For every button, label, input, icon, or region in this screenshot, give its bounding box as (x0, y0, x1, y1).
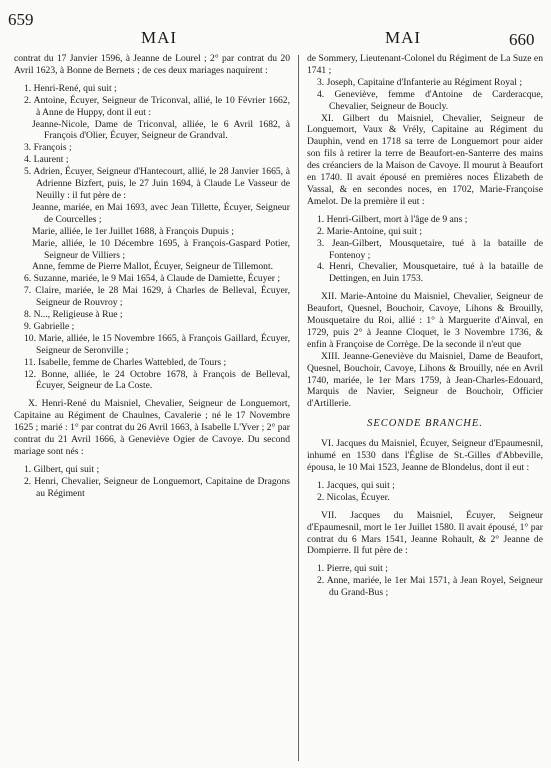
list-item: 12. Bonne, alliée, le 24 Octobre 1678, à François de Belleval, Écuyer, Seigneur de La Coste. (24, 368, 290, 392)
list-item: 1. Henri-Gilbert, mort à l'âge de 9 ans ; (317, 213, 468, 225)
list-item: 2. Antoine, Écuyer, Seigneur de Triconval, allié, le 10 Février 1662, à Anne de Huppy, dont il eut : (24, 94, 290, 118)
sub-list-item: Jeanne-Nicole, Dame de Triconval, alliée, le 6 Avril 1682, à François d'Olier, Écuyer, Seigneur de Grandval. (32, 118, 290, 142)
generation-paragraph: XII. Marie-Antoine du Maisniel, Chevalier, Seigneur de Beaufort, Quesnel, Bouchoir, Cavoye, Lihons & Brouilly, Mousquetaire du Roi, allié : 1° à Marguerite d'Ainval, en 1729, puis 2° à Jeanne Cloquet, le 3 Novembre 1736, & enfin à Françoise de Corrège. De la seconde il n'eut que (307, 291, 543, 350)
continued-paragraph: de Sommery, Lieutenant-Colonel du Régiment de La Suze en 1741 ; (307, 53, 543, 76)
list-item: 3. Jean-Gilbert, Mousquetaire, tué à la bataille de Fontenoy ; (317, 237, 543, 261)
page-header (0, 0, 551, 52)
list-item: 2. Anne, mariée, le 1er Mai 1571, à Jean Royel, Seigneur du Grand-Bus ; (317, 575, 543, 599)
list-item: 1. Pierre, qui suit ; (317, 563, 388, 575)
sub-list-item: Marie, alliée, le 1er Juillet 1688, à François Dupuis ; (32, 225, 234, 237)
column-divider (298, 55, 299, 761)
list-item: 3. François ; (24, 142, 72, 154)
list-item: 8. N..., Religieuse à Rue ; (24, 309, 123, 321)
continued-paragraph: contrat du 17 Janvier 1596, à Jeanne de Lourel ; 2° par contrat du 20 Avril 1623, à Bonne de Bernets ; de ces deux mariages naquirent : (14, 53, 290, 76)
left-page-number: 659 (8, 10, 34, 29)
list-item: 2. Nicolas, Écuyer. (317, 491, 390, 503)
paragraph-gap (307, 410, 543, 416)
generation-paragraph: VII. Jacques du Maisniel, Écuyer, Seigneur d'Epaumesnil, mort le 1er Juillet 1580. Il avait épousé, 1° par contrat du 6 Mars 1541, Jeanne Rohault, & 2° Jeanne de Dompierre. Il fut père de : (307, 509, 543, 557)
generation-paragraph: XIII. Jeanne-Geneviève du Maisniel, Dame de Beaufort, Quesnel, Bouchoir, Cavoye, Lihons & Brouilly, née en Avril 1740, mariée, le 1er Mars 1759, à Jean-Charles-Edouard, Marquis de Navier, Seigneur de Bouchoir, Officier d'Artillerie. (307, 350, 543, 410)
list-item: 6. Suzanne, mariée, le 9 Mai 1654, à Claude de Damiette, Écuyer ; (24, 273, 281, 285)
right-page-number: 660 (509, 30, 535, 49)
list-item: 7. Claire, mariée, le 28 Mai 1629, à Charles de Belleval, Écuyer, Seigneur de Rouvroy ; (24, 285, 290, 309)
list-item: 1. Jacques, qui suit ; (317, 479, 395, 491)
list-item: 2. Marie-Antoine, qui suit ; (317, 225, 422, 237)
right-column (307, 53, 543, 765)
list-item: 4. Laurent ; (24, 154, 69, 166)
generation-paragraph: VI. Jacques du Maisniel, Écuyer, Seigneur d'Epaumesnil, inhumé en 1530 dans l'Église de St.-Gilles d'Abbeville, épousa, le 10 Mai 1523, Jeanne de Blondelus, dont il eut : (307, 438, 543, 473)
list-item: 9. Gabrielle ; (24, 320, 75, 332)
generation-paragraph: X. Henri-René du Maisniel, Chevalier, Seigneur de Longuemort, Capitaine au Régiment de Chaulnes, Cavalerie ; né le 17 Novembre 1625 ; marié : 1° par contrat du 26 Avril 1663, à Isabelle L'Yver ; 2° par contrat du 21 Avril 1666, à Geneviève Ogier de Cavoye. Du second mariage sont nés : (14, 398, 290, 457)
section-heading: SECONDE BRANCHE. (367, 418, 483, 430)
list-item: 10. Marie, alliée, le 15 Novembre 1665, à François Gaillard, Écuyer, Seigneur de Seronville ; (24, 332, 290, 356)
list-item: 2. Henri, Chevalier, Seigneur de Longuemort, Capitaine de Dragons au Régiment (24, 475, 290, 499)
list-item: 11. Isabelle, femme de Charles Wattebled, de Tours ; (24, 356, 227, 368)
right-running-title: MAI (385, 28, 422, 47)
sub-list-item: Marie, alliée, le 10 Décembre 1695, à François-Gaspard Potier, Seigneur de Villiers ; (32, 237, 290, 261)
list-item: 4. Geneviève, femme d'Antoine de Carderacque, Chevalier, Seigneur de Boucly. (317, 88, 543, 112)
generation-paragraph: XI. Gilbert du Maisniel, Chevalier, Seigneur de Longuemort, Vaux & Vrély, Capitaine au Régiment du Dauphin, vend en 1718 sa terre de Longuemort pour aider son fils à retirer la terre de Beaufort-en-Santerre des mains des créanciers de la Maison de Cavoye. Il mourut à Beaufort en 1740. Il avait épousé en premières noces Élizabeth de Vassal, & en secondes noces, en 1702, Marie-Françoise Amelot. De la première il eut : (307, 112, 543, 207)
list-item: 1. Henri-René, qui suit ; (24, 82, 117, 94)
list-item: 5. Adrien, Écuyer, Seigneur d'Hantecourt, allié, le 28 Janvier 1665, à Adrienne Bizfert, puis, le 27 Juin 1694, à Claude Le Vasseur de Neuilly : il fut père de : (24, 166, 290, 201)
left-column (14, 53, 290, 765)
sub-list-item: Anne, femme de Pierre Mallot, Écuyer, Seigneur de Tillemont. (32, 261, 274, 273)
sub-list-item: Jeanne, mariée, en Mai 1693, avec Jean Tillette, Écuyer, Seigneur de Courcelles ; (32, 201, 290, 225)
list-item: 3. Joseph, Capitaine d'Infanterie au Régiment Royal ; (317, 76, 523, 88)
list-item: 1. Gilbert, qui suit ; (24, 463, 100, 475)
left-running-title: MAI (141, 28, 178, 47)
list-item: 4. Henri, Chevalier, Mousquetaire, tué à la bataille de Dettingen, en Juin 1753. (317, 261, 543, 285)
